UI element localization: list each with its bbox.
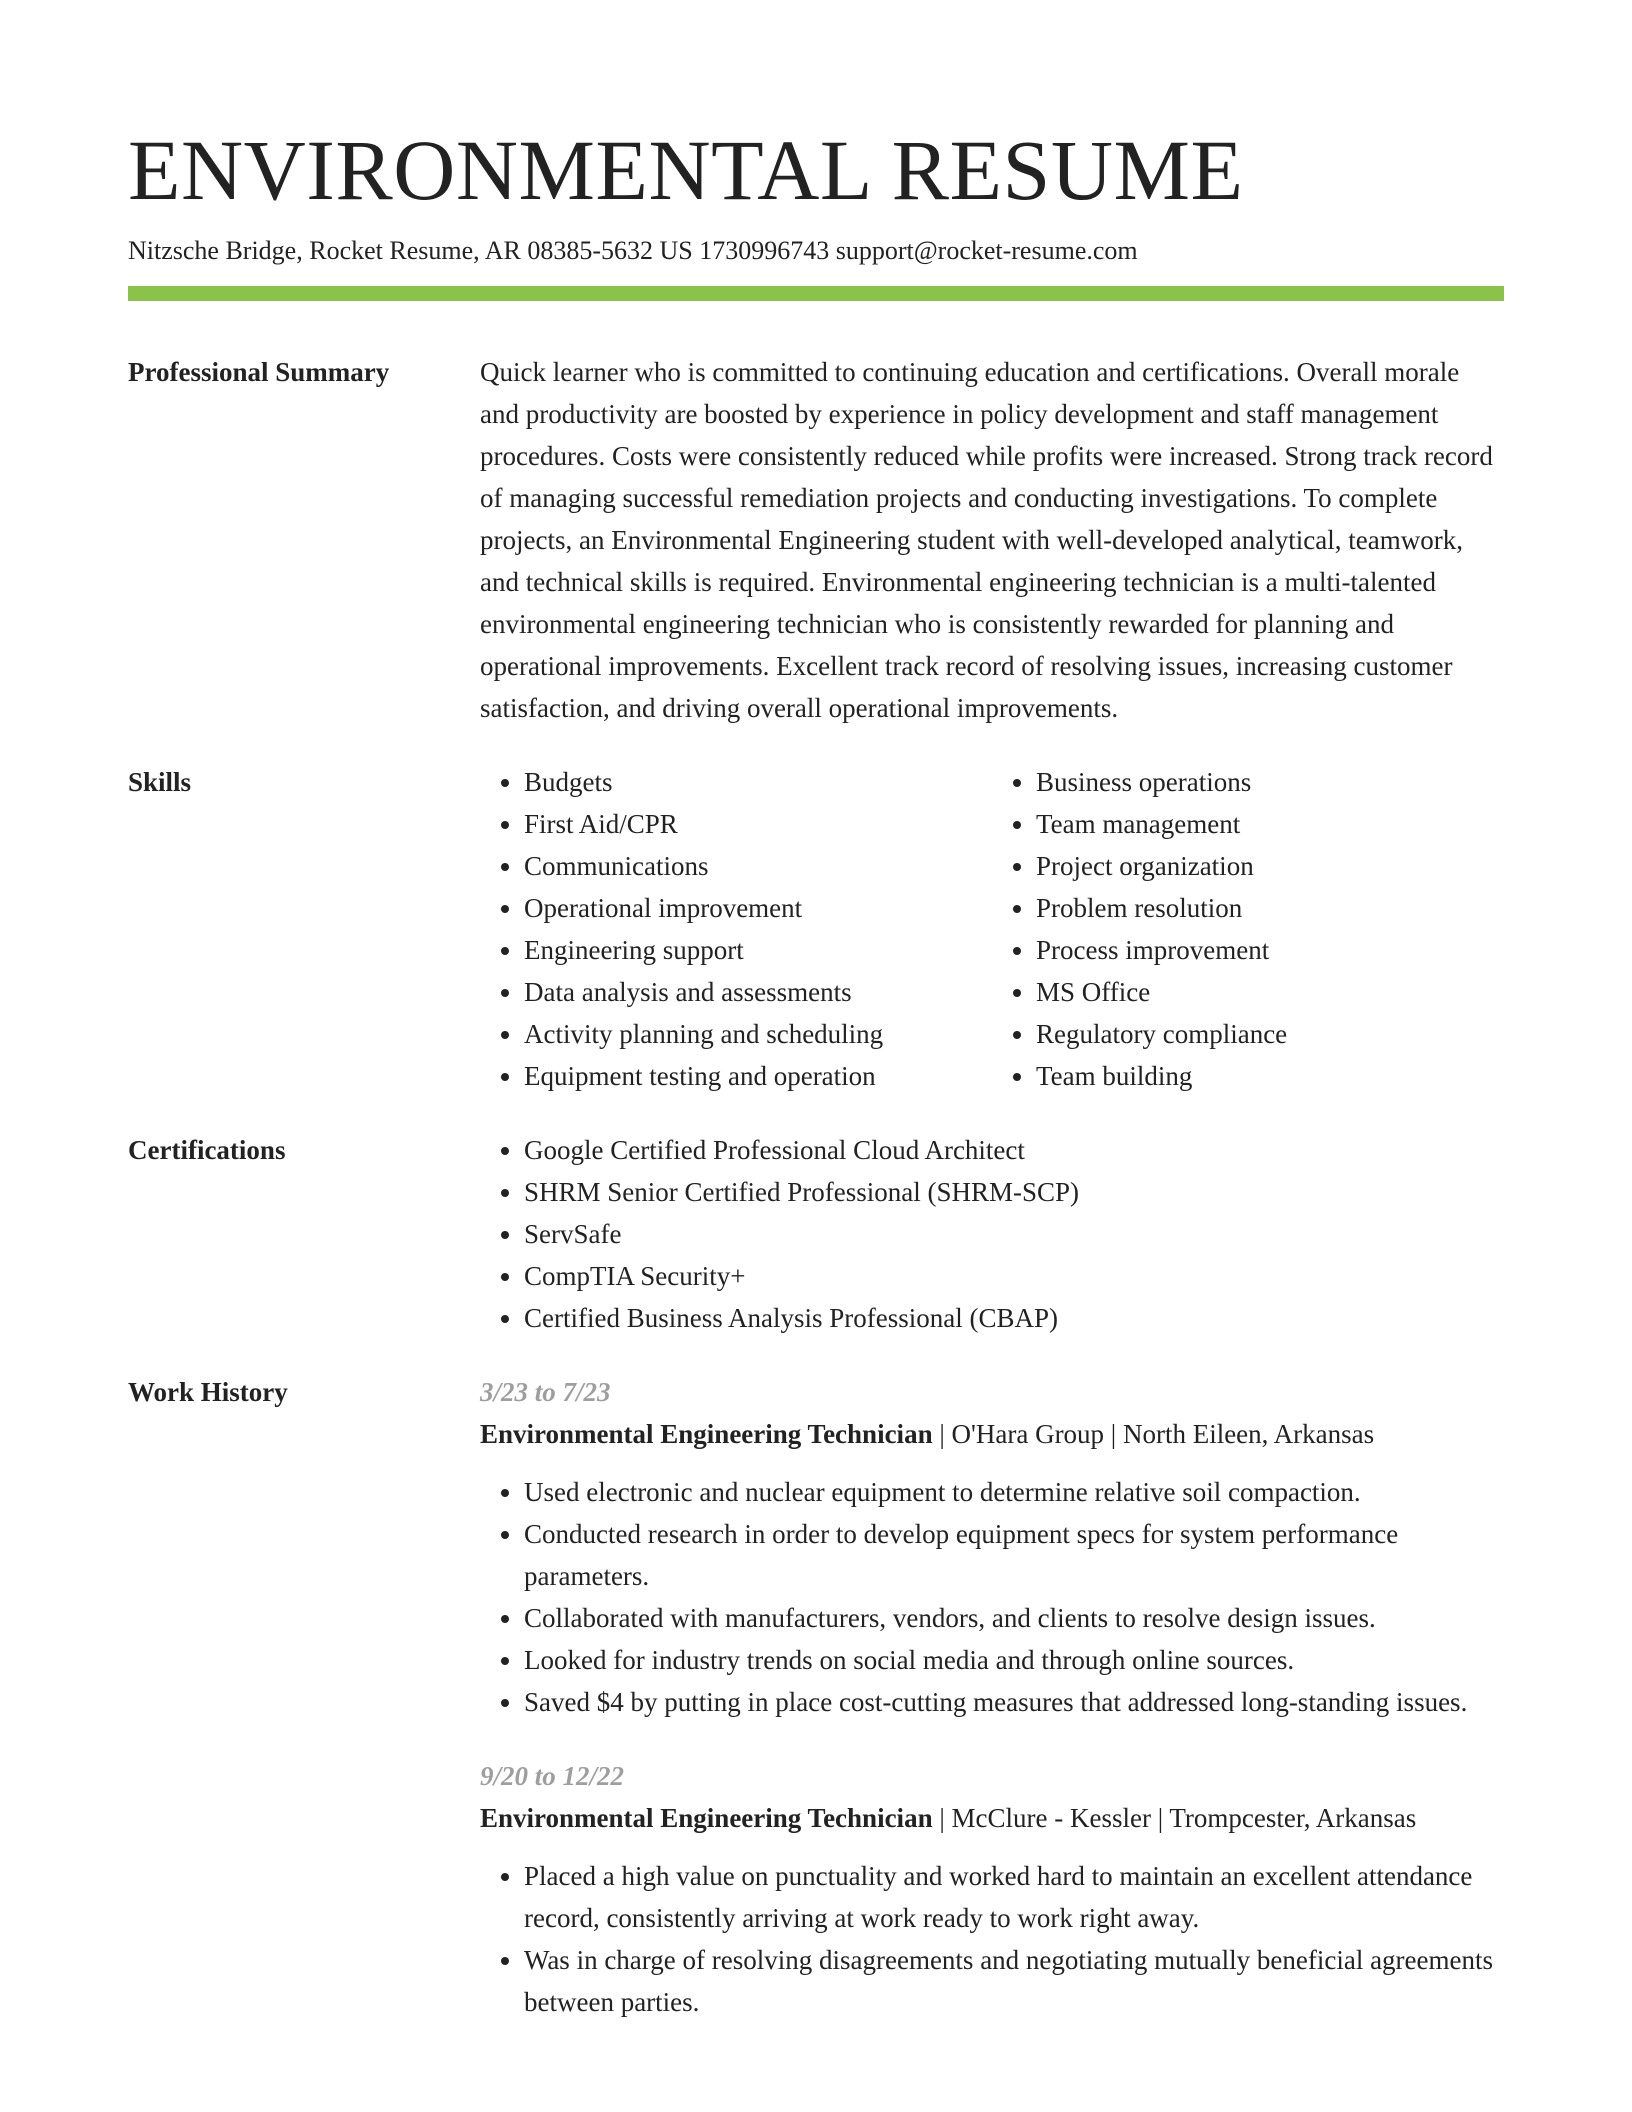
skill-item: • Team management (1036, 803, 1504, 845)
skill-item: • Problem resolution (1036, 887, 1504, 929)
certification-item: • Certified Business Analysis Professional (CBAP) (524, 1297, 1504, 1339)
job-heading (480, 1797, 1504, 1839)
job-duty-item: • Looked for industry trends on social media and through online sources. (524, 1639, 1504, 1681)
skill-item: • Equipment testing and operation (524, 1055, 992, 1097)
job-entry (480, 1755, 1504, 2023)
job-duty-item: • Placed a high value on punctuality and worked hard to maintain an excellent attendance record, consistently arriving at work ready to work right away. (524, 1855, 1504, 1939)
skills-list-right (992, 761, 1504, 1097)
skill-item: • Budgets (524, 761, 992, 803)
skills-grid (480, 761, 1504, 1097)
skill-item: • Process improvement (1036, 929, 1504, 971)
job-duty-item: • Was in charge of resolving disagreements and negotiating mutually beneficial agreements between parties. (524, 1939, 1504, 2023)
skill-item: • MS Office (1036, 971, 1504, 1013)
skill-item: • Communications (524, 845, 992, 887)
certifications-section (128, 1129, 1504, 1339)
skills-list-left (480, 761, 992, 1097)
skill-item: • Engineering support (524, 929, 992, 971)
summary-text: Quick learner who is committed to continuing education and certifications. Overall morale and productivity are boosted by experience in policy development and staff management procedures. Costs were consistently reduced while profits were increased. Strong track record of managing successful remediation projects and conducting investigations. To complete projects, an Environmental Engineering student with well-developed analytical, teamwork, and technical skills is required. Environmental engineering technician is a multi-talented environmental engineering technician who is consistently rewarded for planning and operational improvements. Excellent track record of resolving issues, increasing customer satisfaction, and driving overall operational improvements. (480, 357, 1493, 723)
job-title: Environmental Engineering Technician (480, 1419, 933, 1449)
certifications-list (480, 1129, 1504, 1339)
job-duties-list (480, 1855, 1504, 2023)
skill-item: • Regulatory compliance (1036, 1013, 1504, 1055)
work-history-section (128, 1371, 1504, 2055)
certification-item: • Google Certified Professional Cloud Architect (524, 1129, 1504, 1171)
skill-item: • Operational improvement (524, 887, 992, 929)
section-label-skills: Skills (128, 767, 192, 797)
job-heading (480, 1413, 1504, 1455)
certification-item: • ServSafe (524, 1213, 1504, 1255)
certification-item: • SHRM Senior Certified Professional (SHRM-SCP) (524, 1171, 1504, 1213)
job-entry (480, 1371, 1504, 1723)
job-duty-item: • Conducted research in order to develop equipment specs for system performance parameters. (524, 1513, 1504, 1597)
skill-item: • Business operations (1036, 761, 1504, 803)
section-label-summary: Professional Summary (128, 357, 390, 387)
section-label-certifications: Certifications (128, 1135, 286, 1165)
resume-title: ENVIRONMENTAL RESUME (128, 122, 1244, 218)
certifications-body (480, 1129, 1504, 1339)
skills-section (128, 761, 1504, 1097)
job-dates: 3/23 to 7/23 (480, 1377, 611, 1407)
summary-section (128, 351, 1504, 729)
job-dates: 9/20 to 12/22 (480, 1761, 625, 1791)
job-duties-list (480, 1471, 1504, 1723)
section-label-work-history: Work History (128, 1377, 288, 1407)
job-duty-item: • Used electronic and nuclear equipment to determine relative soil compaction. (524, 1471, 1504, 1513)
job-employer-location: | McClure - Kessler | Trompcester, Arkansas (932, 1803, 1417, 1833)
contact-line: Nitzsche Bridge, Rocket Resume, AR 08385-5632 US 1730996743 support@rocket-resume.com (128, 236, 1138, 265)
skill-item: • Team building (1036, 1055, 1504, 1097)
certification-item: • CompTIA Security+ (524, 1255, 1504, 1297)
skill-item: • Data analysis and assessments (524, 971, 992, 1013)
job-title: Environmental Engineering Technician (480, 1803, 933, 1833)
job-employer-location: | O'Hara Group | North Eileen, Arkansas (932, 1419, 1375, 1449)
job-duty-item: • Saved $4 by putting in place cost-cutting measures that addressed long-standing issues. (524, 1681, 1504, 1723)
accent-divider (128, 286, 1504, 301)
resume-page (128, 0, 1504, 2055)
skill-item: • Project organization (1036, 845, 1504, 887)
skill-item: • First Aid/CPR (524, 803, 992, 845)
skill-item: • Activity planning and scheduling (524, 1013, 992, 1055)
job-duty-item: • Collaborated with manufacturers, vendors, and clients to resolve design issues. (524, 1597, 1504, 1639)
work-history-body (480, 1371, 1504, 2055)
